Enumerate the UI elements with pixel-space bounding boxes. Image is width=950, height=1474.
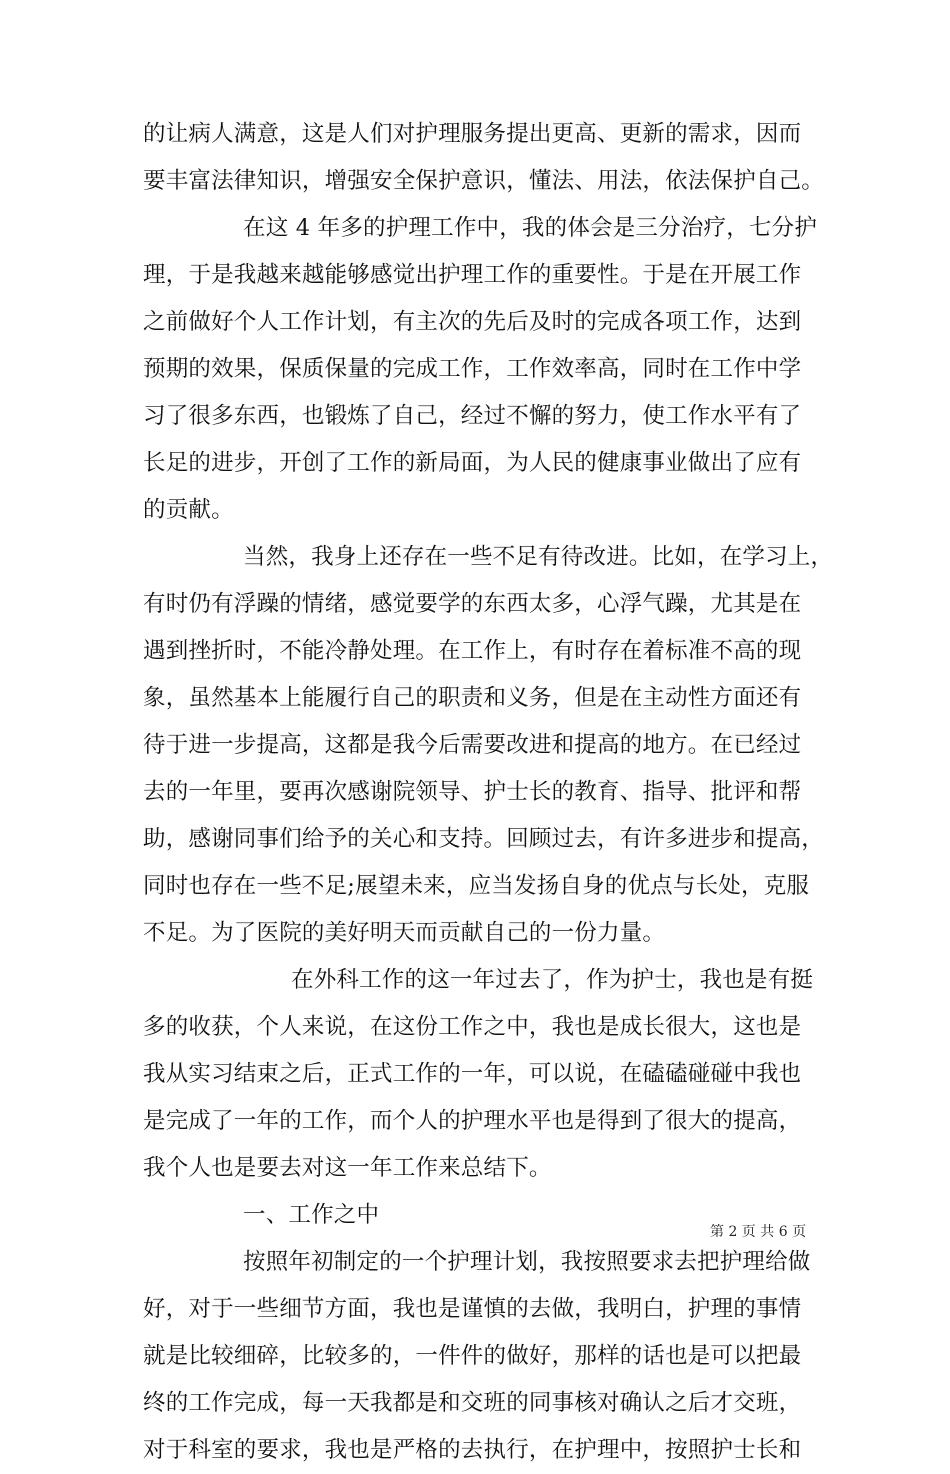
text-line: 终的工作完成，每一天我都是和交班的同事核对确认之后才交班， — [143, 1390, 802, 1416]
paragraph-start-line: 当然，我身上还存在一些不足有待改进。比如，在学习上， — [243, 544, 834, 570]
page-number-footer: 第 2 页 共 6 页 — [710, 1224, 807, 1240]
text-line: 长足的进步，开创了工作的新局面，为人民的健康事业做出了应有 — [143, 450, 802, 476]
text-line: 有时仍有浮躁的情绪，感觉要学的东西太多，心浮气躁，尤其是在 — [143, 591, 802, 617]
text-line: 同时也存在一些不足;展望未来，应当发扬自身的优点与长处，克服 — [143, 873, 810, 899]
text-line: 我从实习结束之后，正式工作的一年，可以说，在磕磕碰碰中我也 — [143, 1061, 802, 1087]
text-line: 就是比较细碎，比较多的，一件件的做好，那样的话也是可以把最 — [143, 1343, 802, 1369]
text-line: 对于科室的要求，我也是严格的去执行，在护理中，按照护士长和 — [143, 1437, 802, 1463]
text-line: 的让病人满意，这是人们对护理服务提出更高、更新的需求，因而 — [143, 121, 802, 147]
text-line: 的贡献。 — [143, 497, 234, 523]
paragraph-start-line: 在外科工作的这一年过去了，作为护士，我也是有挺 — [291, 967, 814, 993]
text-line: 我个人也是要去对这一年工作来总结下。 — [143, 1155, 552, 1181]
text-line: 多的收获，个人来说，在这份工作之中，我也是成长很大，这也是 — [143, 1014, 802, 1040]
text-line: 好，对于一些细节方面，我也是谨慎的去做，我明白，护理的事情 — [143, 1296, 802, 1322]
text-line: 待于进一步提高，这都是我今后需要改进和提高的地方。在已经过 — [143, 732, 802, 758]
text-line: 助，感谢同事们给予的关心和支持。回顾过去，有许多进步和提高， — [143, 826, 825, 852]
text-line: 是完成了一年的工作，而个人的护理水平也是得到了很大的提高， — [143, 1108, 802, 1134]
text-line: 预期的效果，保质保量的完成工作，工作效率高，同时在工作中学 — [143, 356, 802, 382]
text-line: 习了很多东西，也锻炼了自己，经过不懈的努力，使工作水平有了 — [143, 403, 802, 429]
text-line: 象，虽然基本上能履行自己的职责和义务，但是在主动性方面还有 — [143, 685, 802, 711]
section-heading: 一、工作之中 — [243, 1202, 380, 1228]
paragraph-start-line: 在这 4 年多的护理工作中，我的体会是三分治疗，七分护 — [243, 215, 818, 241]
paragraph-start-line: 按照年初制定的一个护理计划，我按照要求去把护理给做 — [243, 1249, 811, 1275]
text-line: 不足。为了医院的美好明天而贡献自己的一份力量。 — [143, 920, 666, 946]
text-line: 遇到挫折时，不能冷静处理。在工作上，有时存在着标准不高的现 — [143, 638, 802, 664]
text-line: 去的一年里，要再次感谢院领导、护士长的教育、指导、批评和帮 — [143, 779, 802, 805]
text-line: 理，于是我越来越能够感觉出护理工作的重要性。于是在开展工作 — [143, 262, 802, 288]
text-line: 要丰富法律知识，增强安全保护意识，懂法、用法，依法保护自己。 — [143, 168, 825, 194]
document-body — [143, 111, 834, 1474]
text-line: 之前做好个人工作计划，有主次的先后及时的完成各项工作，达到 — [143, 309, 802, 335]
